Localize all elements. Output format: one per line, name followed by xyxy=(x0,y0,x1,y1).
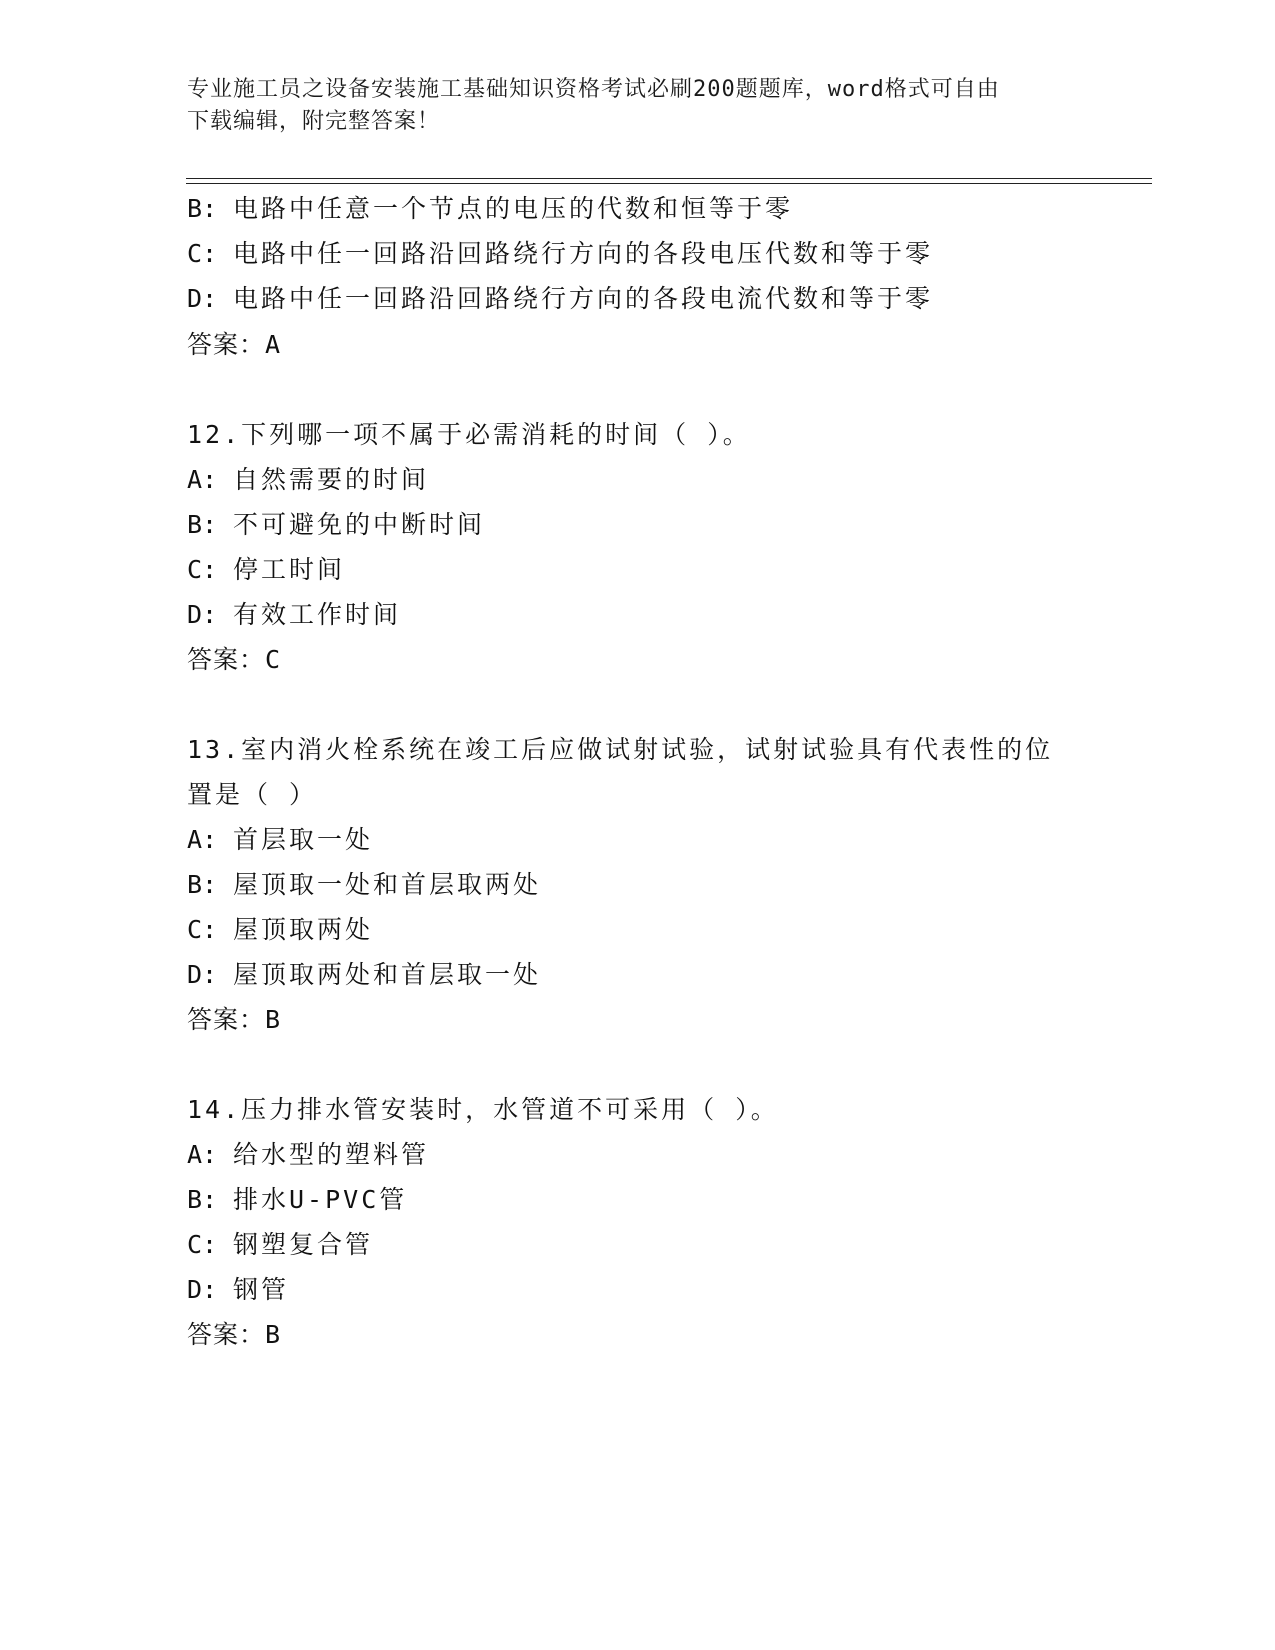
option-key: D: xyxy=(187,284,218,313)
option-text: 不可避免的中断时间 xyxy=(233,510,486,539)
option-key: D: xyxy=(187,600,218,629)
option-key: C: xyxy=(187,239,218,268)
option-key: B: xyxy=(187,510,218,539)
q12-option-a xyxy=(187,463,429,497)
option-text: 电路中任一回路沿回路绕行方向的各段电压代数和等于零 xyxy=(233,239,934,268)
q14-stem: 14.压力排水管安装时，水管道不可采用（ ）。 xyxy=(187,1095,779,1124)
option-text: 屋顶取两处 xyxy=(233,915,374,944)
header-line-2: 下载编辑，附完整答案！ xyxy=(187,109,441,134)
header-line-1: 专业施工员之设备安装施工基础知识资格考试必刷200题题库，word格式可自由 xyxy=(187,77,1000,102)
option-text: 屋顶取两处和首层取一处 xyxy=(233,960,542,989)
header-divider-top xyxy=(186,178,1152,179)
option-text: 给水型的塑料管 xyxy=(233,1140,430,1169)
q14-answer: 答案：B xyxy=(187,1320,282,1349)
q14-option-b xyxy=(187,1183,407,1217)
q12-stem: 12.下列哪一项不属于必需消耗的时间（ ）。 xyxy=(187,420,751,449)
option-key: C: xyxy=(187,915,218,944)
q13-answer: 答案：B xyxy=(187,1005,282,1034)
prev-answer: 答案：A xyxy=(187,330,282,359)
q12-option-b xyxy=(187,508,485,542)
option-text: 排水U-PVC管 xyxy=(233,1185,408,1214)
q13-option-b xyxy=(187,868,541,902)
q13-stem-line-1: 13.室内消火栓系统在竣工后应做试射试验，试射试验具有代表性的位 xyxy=(187,735,1054,764)
q13-option-c xyxy=(187,913,373,947)
q14-option-d xyxy=(187,1273,289,1307)
option-text: 停工时间 xyxy=(233,555,346,584)
option-text: 电路中任意一个节点的电压的代数和恒等于零 xyxy=(233,194,794,223)
option-key: A: xyxy=(187,1140,218,1169)
option-key: C: xyxy=(187,1230,218,1259)
q14-option-a xyxy=(187,1138,429,1172)
option-key: C: xyxy=(187,555,218,584)
option-key: A: xyxy=(187,465,218,494)
option-text: 钢管 xyxy=(233,1275,290,1304)
header-divider-bottom xyxy=(186,183,1152,184)
option-key: D: xyxy=(187,960,218,989)
q13-option-a xyxy=(187,823,373,857)
q12-option-c xyxy=(187,553,345,587)
document-header xyxy=(187,74,1087,138)
q12-option-d xyxy=(187,598,401,632)
q12-answer: 答案：C xyxy=(187,645,282,674)
q13-stem-line-2: 置是（ ） xyxy=(187,780,318,809)
q13-option-d xyxy=(187,958,541,992)
q14-option-c xyxy=(187,1228,373,1262)
prev-option-c xyxy=(187,237,933,271)
option-key: D: xyxy=(187,1275,218,1304)
option-key: B: xyxy=(187,194,218,223)
option-key: A: xyxy=(187,825,218,854)
prev-option-d xyxy=(187,282,933,316)
option-key: B: xyxy=(187,870,218,899)
option-text: 自然需要的时间 xyxy=(233,465,430,494)
prev-option-b xyxy=(187,192,793,226)
option-text: 钢塑复合管 xyxy=(233,1230,374,1259)
option-text: 首层取一处 xyxy=(233,825,374,854)
option-text: 有效工作时间 xyxy=(233,600,402,629)
option-text: 屋顶取一处和首层取两处 xyxy=(233,870,542,899)
option-text: 电路中任一回路沿回路绕行方向的各段电流代数和等于零 xyxy=(233,284,934,313)
option-key: B: xyxy=(187,1185,218,1214)
